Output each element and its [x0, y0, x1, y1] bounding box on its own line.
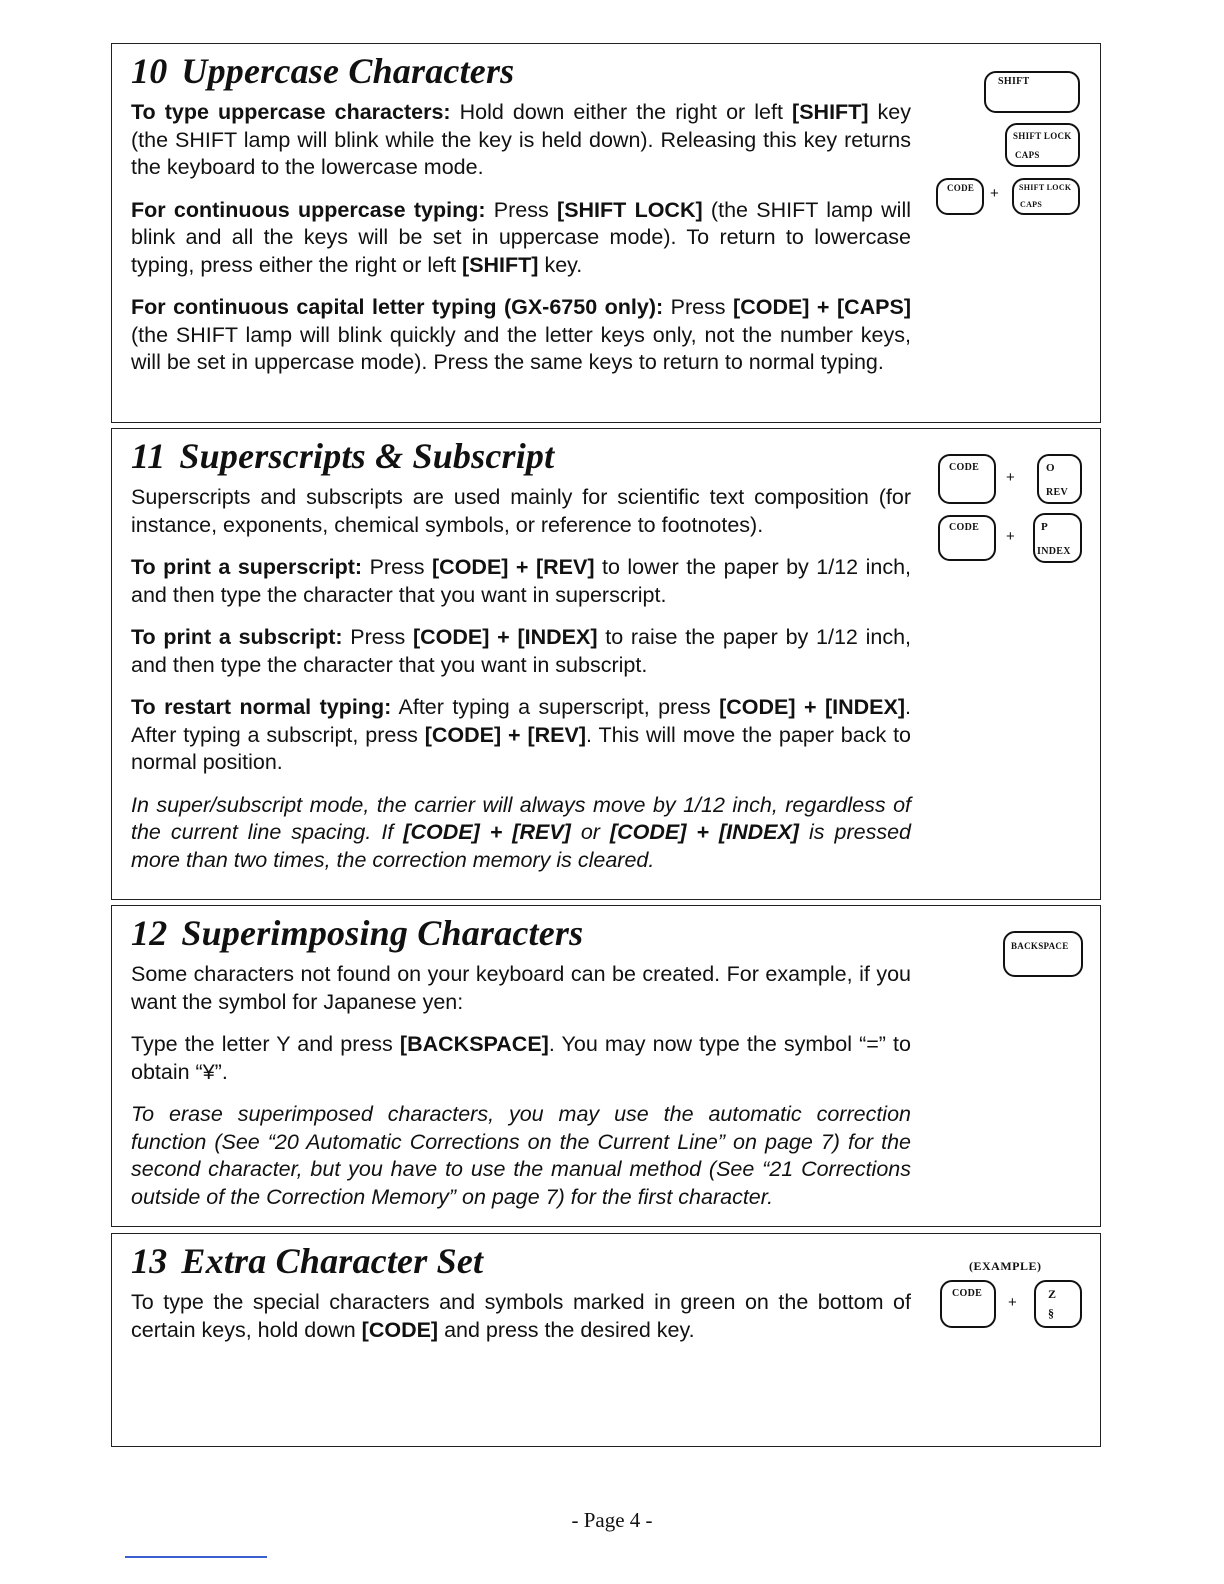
plus-sign: +	[1006, 469, 1015, 486]
code-key-icon: CODE	[936, 178, 984, 215]
page-number: - Page 4 -	[571, 1508, 653, 1532]
z-section-key-icon: Z §	[1034, 1280, 1082, 1328]
backspace-key-icon: BACKSPACE	[1003, 931, 1083, 977]
paragraph: Superscripts and subscripts are used mainly for scientific text composition (for instance, exponents, chemical symbols, or reference to footnotes).	[131, 485, 911, 537]
section-body	[131, 961, 911, 1226]
paragraph: For continuous capital letter typing (GX-6750 only): Press [CODE] + [CAPS] (the SHIFT lamp will blink quickly and the letter keys only, not the number keys, will be set in uppercase mode). Press the same keys to return to normal typing.	[131, 295, 911, 374]
section-title: 11 Superscripts & Subscript	[131, 436, 555, 476]
paragraph: Some characters not found on your keyboard can be created. For example, if you want the symbol for Japanese yen:	[131, 962, 911, 1014]
section-title: 10 Uppercase Characters	[131, 51, 515, 91]
footer-rule	[125, 1556, 267, 1558]
section-uppercase-characters	[111, 43, 1101, 423]
section-body	[131, 99, 911, 392]
note-paragraph: To erase superimposed characters, you may use the automatic correction function (See “20 Automatic Corrections on the Current Line” on page 7) for the second character, but you have to use the manual method (See “21 Corrections outside of the Correction Memory” on page 7) for the first character.	[131, 1102, 911, 1209]
caps-key-icon: SHIFT LOCK CAPS	[1012, 178, 1080, 215]
section-title: 13 Extra Character Set	[131, 1241, 484, 1281]
section-body	[131, 1289, 911, 1359]
paragraph: To restart normal typing: After typing a superscript, press [CODE] + [INDEX]. After typing a subscript, press [CODE] + [REV]. This will move the paper back to normal position.	[131, 695, 912, 774]
paragraph: To type uppercase characters: Hold down either the right or left [SHIFT] key (the SHIFT lamp will blink while the key is held down). Releasing this key returns the keyboard to the lowercase mode.	[131, 100, 912, 179]
section-extra-character-set	[111, 1233, 1101, 1447]
section-body	[131, 484, 911, 889]
code-key-icon: CODE	[938, 454, 996, 504]
example-label: (EXAMPLE)	[969, 1259, 1042, 1273]
plus-sign: +	[1008, 1294, 1017, 1311]
shift-lock-key-icon: SHIFT LOCK CAPS	[1005, 123, 1080, 167]
note-paragraph: In super/subscript mode, the carrier will always move by 1/12 inch, regardless of the current line spacing. If [CODE] + [REV] or [CODE] + [INDEX] is pressed more than two times, the correction memory is cleared.	[131, 792, 911, 872]
plus-sign: +	[990, 185, 999, 202]
paragraph: To type the special characters and symbols marked in green on the bottom of certain keys, hold down [CODE] and press the desired key.	[131, 1290, 911, 1342]
rev-key-icon: O REV	[1037, 454, 1082, 504]
section-superimposing-characters	[111, 905, 1101, 1227]
paragraph: For continuous uppercase typing: Press [SHIFT LOCK] (the SHIFT lamp will blink and all the keys will be set in uppercase mode). To return to lowercase typing, press either the right or left [SHIFT] key.	[131, 197, 911, 277]
index-key-icon: P INDEX	[1033, 513, 1082, 563]
paragraph: To print a superscript: Press [CODE] + [REV] to lower the paper by 1/12 inch, and then type the character that you want in superscript.	[131, 555, 912, 607]
section-title: 12 Superimposing Characters	[131, 913, 584, 953]
shift-key-icon: SHIFT	[984, 71, 1080, 113]
code-key-icon: CODE	[940, 1280, 996, 1328]
paragraph: Type the letter Y and press [BACKSPACE]. You may now type the symbol “=” to obtain “¥”.	[131, 1032, 911, 1084]
plus-sign: +	[1006, 528, 1015, 545]
code-key-icon: CODE	[938, 515, 996, 561]
paragraph: To print a subscript: Press [CODE] + [INDEX] to raise the paper by 1/12 inch, and then type the character that you want in subscript.	[131, 625, 912, 677]
section-superscripts-subscript	[111, 428, 1101, 900]
